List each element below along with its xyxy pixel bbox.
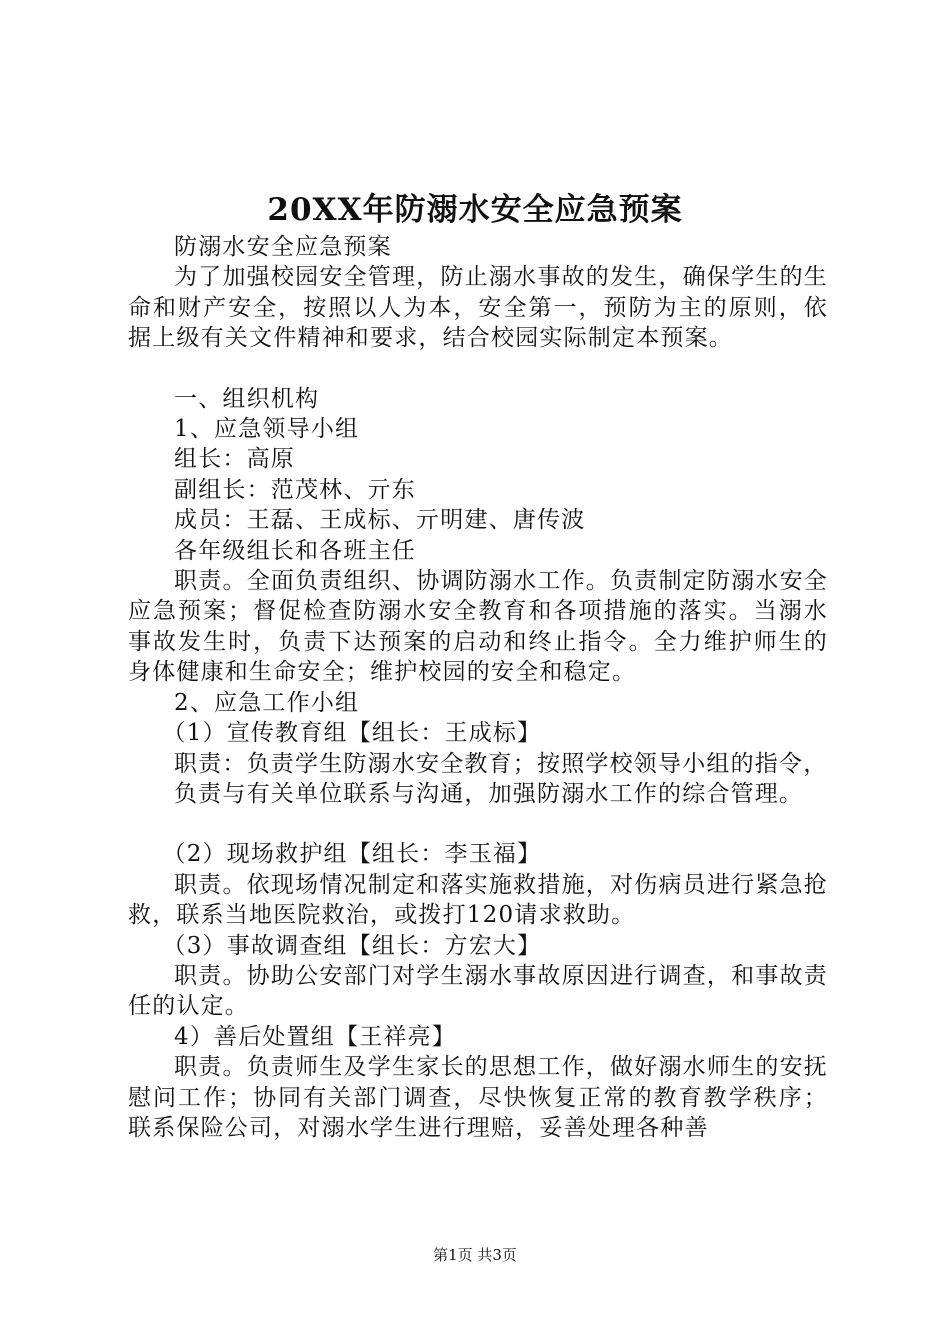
subsection-heading: 2、应急工作小组 (174, 689, 360, 716)
paragraph-gap (128, 354, 828, 384)
paragraph-grade-leaders: 各年级组长和各班主任 (174, 537, 416, 564)
group-heading-rescue: （2）现场救护组【组长：李玉福】 (162, 841, 542, 868)
paragraph-duty-aftermath: 职责。负责师生及学生家长的思想工作，做好溺水师生的安抚慰问工作；协同有关部门调查，尽快恢复正常的教育教学秩序；联系保险公司，对溺水学生进行理赔，妥善处理各种善 (128, 1054, 828, 1141)
paragraph-deputy: 副组长：范茂林、亓东 (174, 476, 416, 503)
group-heading-publicity: （1）宣传教育组【组长：王成标】 (162, 720, 542, 747)
document-body (128, 232, 828, 1143)
paragraph-duty-rescue: 职责。依现场情况制定和落实施救措施，对伤病员进行紧急抢救，联系当地医院救治，或拨打120请求救助。 (128, 871, 828, 929)
paragraph-leader: 组长：高原 (174, 446, 295, 473)
paragraph-members: 成员：王磊、王成标、亓明建、唐传波 (174, 507, 586, 534)
paragraph-duty-publicity: 职责：负责学生防溺水安全教育；按照学校领导小组的指令， (174, 750, 828, 777)
paragraph-subtitle: 防溺水安全应急预案 (174, 234, 392, 260)
paragraph-intro: 为了加强校园安全管理，防止溺水事故的发生，确保学生的生命和财产安全，按照以人为本，安全第一，预防为主的原则，依据上级有关文件精神和要求，结合校园实际制定本预案。 (128, 264, 828, 352)
paragraph-duty-investigation: 职责。协助公安部门对学生溺水事故原因进行调查，和事故责任的认定。 (128, 962, 828, 1020)
group-heading-investigation: （3）事故调查组【组长：方宏大】 (162, 932, 542, 959)
paragraph-gap (128, 809, 828, 839)
document-title: 20XX年防溺水安全应急预案 (267, 192, 683, 228)
paragraph-duty-leadership: 职责。全面负责组织、协调防溺水工作。负责制定防溺水安全应急预案；督促检查防溺水安全教育和各项措施的落实。当溺水事故发生时，负责下达预案的启动和终止指令。全力维护师生的身体健康和生命安全；维护校园的安全和稳定。 (128, 568, 828, 686)
subsection-heading: 1、应急领导小组 (174, 416, 360, 443)
paragraph-duty-coordination: 负责与有关单位联系与沟通，加强防溺水工作的综合管理。 (174, 780, 804, 807)
section-heading: 一、组织机构 (174, 385, 320, 412)
page-number-footer: 第1页 共3页 (433, 1246, 517, 1264)
group-heading-aftermath: 4）善后处置组【王祥亮】 (174, 1023, 457, 1050)
